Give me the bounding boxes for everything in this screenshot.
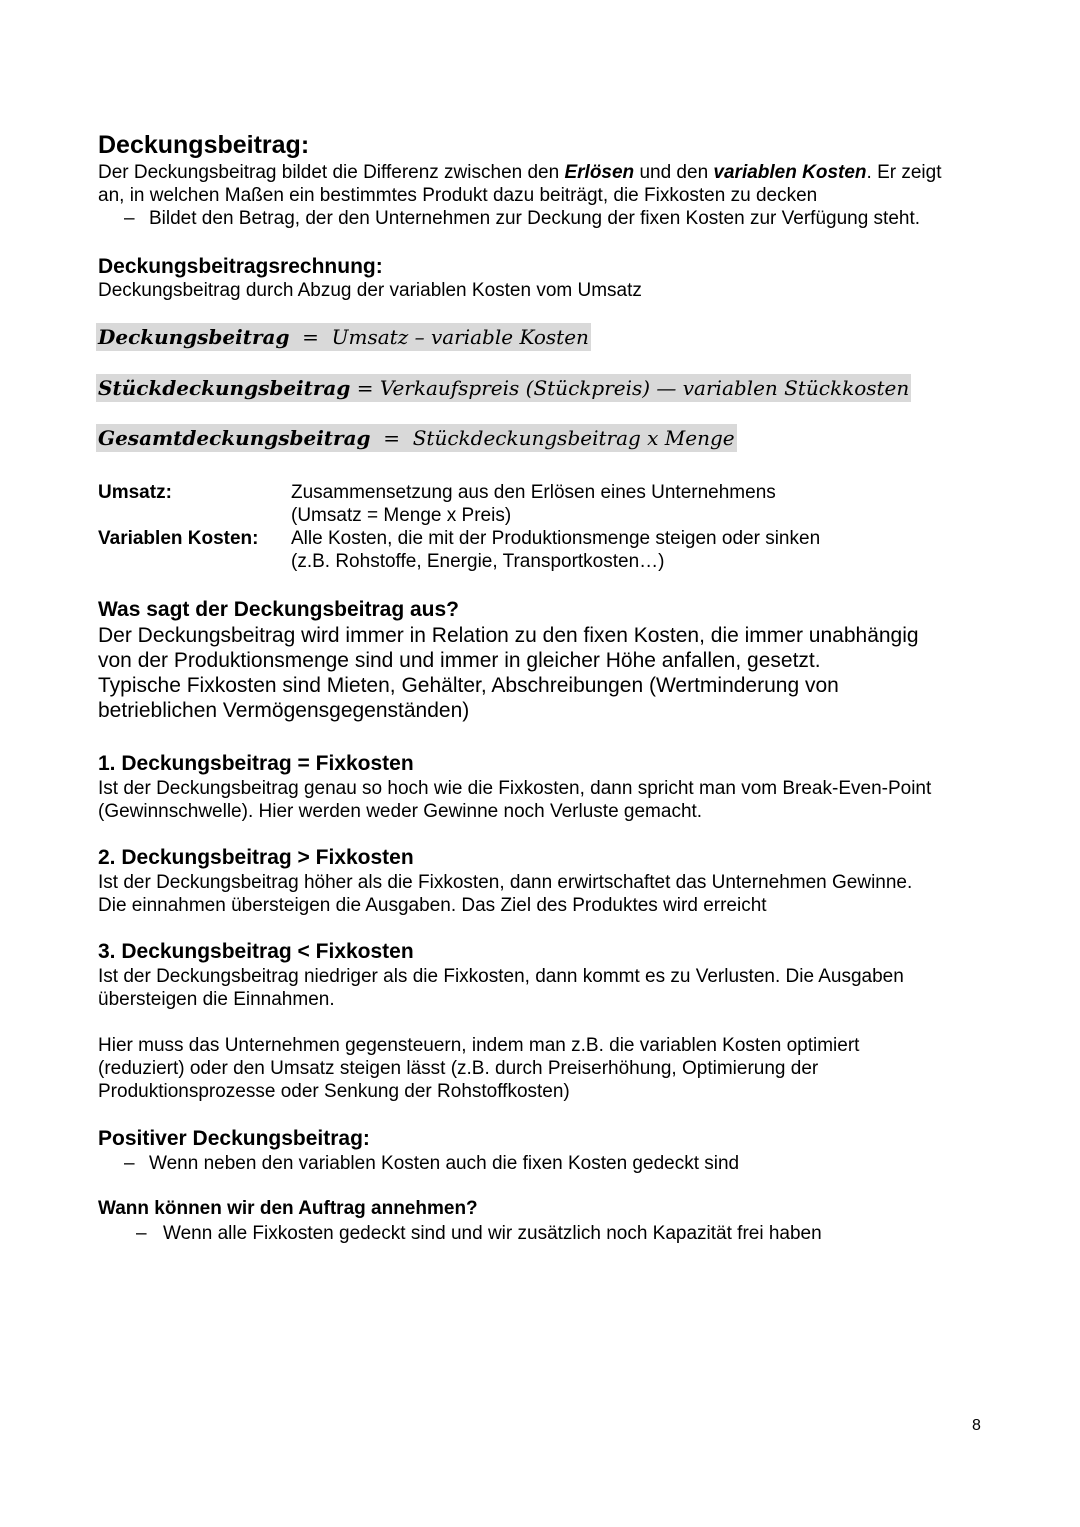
section3-line-2: von der Produktionsmenge sind und immer in gleicher Höhe anfallen, gesetzt.	[98, 649, 821, 672]
section-title-positiver: Positiver Deckungsbeitrag:	[98, 1127, 370, 1150]
definition-variablen-kosten-line-1: Alle Kosten, die mit der Produktionsmenge steigen oder sinken	[291, 528, 821, 549]
formula-rhs: = Verkaufspreis (Stückpreis) — variablen Stückkosten	[350, 376, 910, 400]
section4-line-1: Hier muss das Unternehmen gegensteuern, indem man z.B. die variablen Kosten optimiert	[98, 1035, 860, 1056]
bullet-dash: –	[136, 1223, 147, 1244]
case-title-2: 2. Deckungsbeitrag > Fixkosten	[98, 846, 414, 869]
intro-text-a: Der Deckungsbeitrag bildet die Differenz zwischen den	[98, 162, 565, 183]
formula-deckungsbeitrag	[96, 323, 591, 351]
section3-line-4: betrieblichen Vermögensgegenständen)	[98, 699, 470, 722]
formula-lhs: Deckungsbeitrag	[98, 325, 290, 349]
section3-line-3: Typische Fixkosten sind Mieten, Gehälter, Abschreibungen (Wertminderung von	[98, 674, 839, 697]
bullet-dash: –	[124, 208, 135, 229]
case-3-line-2: übersteigen die Einnahmen.	[98, 989, 335, 1010]
section-title-deckungsbeitragsrechnung: Deckungsbeitragsrechnung:	[98, 255, 383, 278]
case-1-line-1: Ist der Deckungsbeitrag genau so hoch wie die Fixkosten, dann spricht man vom Break-Even-Point	[98, 778, 932, 799]
section2-text: Deckungsbeitrag durch Abzug der variablen Kosten vom Umsatz	[98, 280, 642, 301]
bullet-dash: –	[124, 1153, 135, 1174]
definition-term-variablen-kosten: Variablen Kosten:	[98, 528, 259, 549]
section-title-was-sagt: Was sagt der Deckungsbeitrag aus?	[98, 598, 459, 621]
intro-text-b: und den	[634, 162, 714, 183]
definition-umsatz-line-1: Zusammensetzung aus den Erlösen eines Unternehmens	[291, 482, 776, 503]
bullet-text-1: Bildet den Betrag, der den Unternehmen zur Deckung der fixen Kosten zur Verfügung steht.	[149, 208, 921, 229]
formula-lhs: Stückdeckungsbeitrag	[98, 376, 351, 400]
section4-line-3: Produktionsprozesse oder Senkung der Rohstoffkosten)	[98, 1081, 570, 1102]
page-number: 8	[972, 1417, 981, 1434]
case-3-line-1: Ist der Deckungsbeitrag niedriger als die Fixkosten, dann kommt es zu Verlusten. Die Ausgaben	[98, 966, 904, 987]
formula-gesamtdeckungsbeitrag	[96, 424, 737, 452]
definition-term-umsatz: Umsatz:	[98, 482, 172, 503]
formula-lhs: Gesamtdeckungsbeitrag	[98, 426, 371, 450]
intro-text-c: . Er zeigt	[866, 162, 942, 183]
formula-rhs: = Stückdeckungsbeitrag x Menge	[370, 426, 735, 450]
formula-stueckdeckungsbeitrag	[96, 374, 911, 402]
case-1-line-2: (Gewinnschwelle). Hier werden weder Gewinne noch Verluste gemacht.	[98, 801, 703, 822]
term-variable-kosten: variablen Kosten	[713, 162, 867, 183]
section4-line-2: (reduziert) oder den Umsatz steigen lässt (z.B. durch Preiserhöhung, Optimierung der	[98, 1058, 819, 1079]
section-title-deckungsbeitrag: Deckungsbeitrag:	[98, 131, 310, 159]
intro-line-1	[98, 161, 942, 184]
definition-umsatz-line-2: (Umsatz = Menge x Preis)	[291, 505, 512, 526]
case-2-line-1: Ist der Deckungsbeitrag höher als die Fixkosten, dann erwirtschaftet das Unternehmen Gewinne.	[98, 872, 913, 893]
case-2-line-2: Die einnahmen übersteigen die Ausgaben. Das Ziel des Produktes wird erreicht	[98, 895, 767, 916]
section-title-wann: Wann können wir den Auftrag annehmen?	[98, 1198, 478, 1219]
case-title-3: 3. Deckungsbeitrag < Fixkosten	[98, 940, 414, 963]
bullet-text-wann: Wenn alle Fixkosten gedeckt sind und wir zusätzlich noch Kapazität frei haben	[163, 1223, 822, 1244]
intro-line-2: an, in welchen Maßen ein bestimmtes Produkt dazu beiträgt, die Fixkosten zu decken	[98, 185, 818, 206]
bullet-text-positiver: Wenn neben den variablen Kosten auch die fixen Kosten gedeckt sind	[149, 1153, 740, 1174]
term-erloese: Erlösen	[564, 162, 635, 183]
case-title-1: 1. Deckungsbeitrag = Fixkosten	[98, 752, 414, 775]
formula-rhs: = Umsatz – variable Kosten	[289, 325, 589, 349]
section3-line-1: Der Deckungsbeitrag wird immer in Relation zu den fixen Kosten, die immer unabhängig	[98, 624, 919, 647]
definition-variablen-kosten-line-2: (z.B. Rohstoffe, Energie, Transportkosten…)	[291, 551, 665, 572]
